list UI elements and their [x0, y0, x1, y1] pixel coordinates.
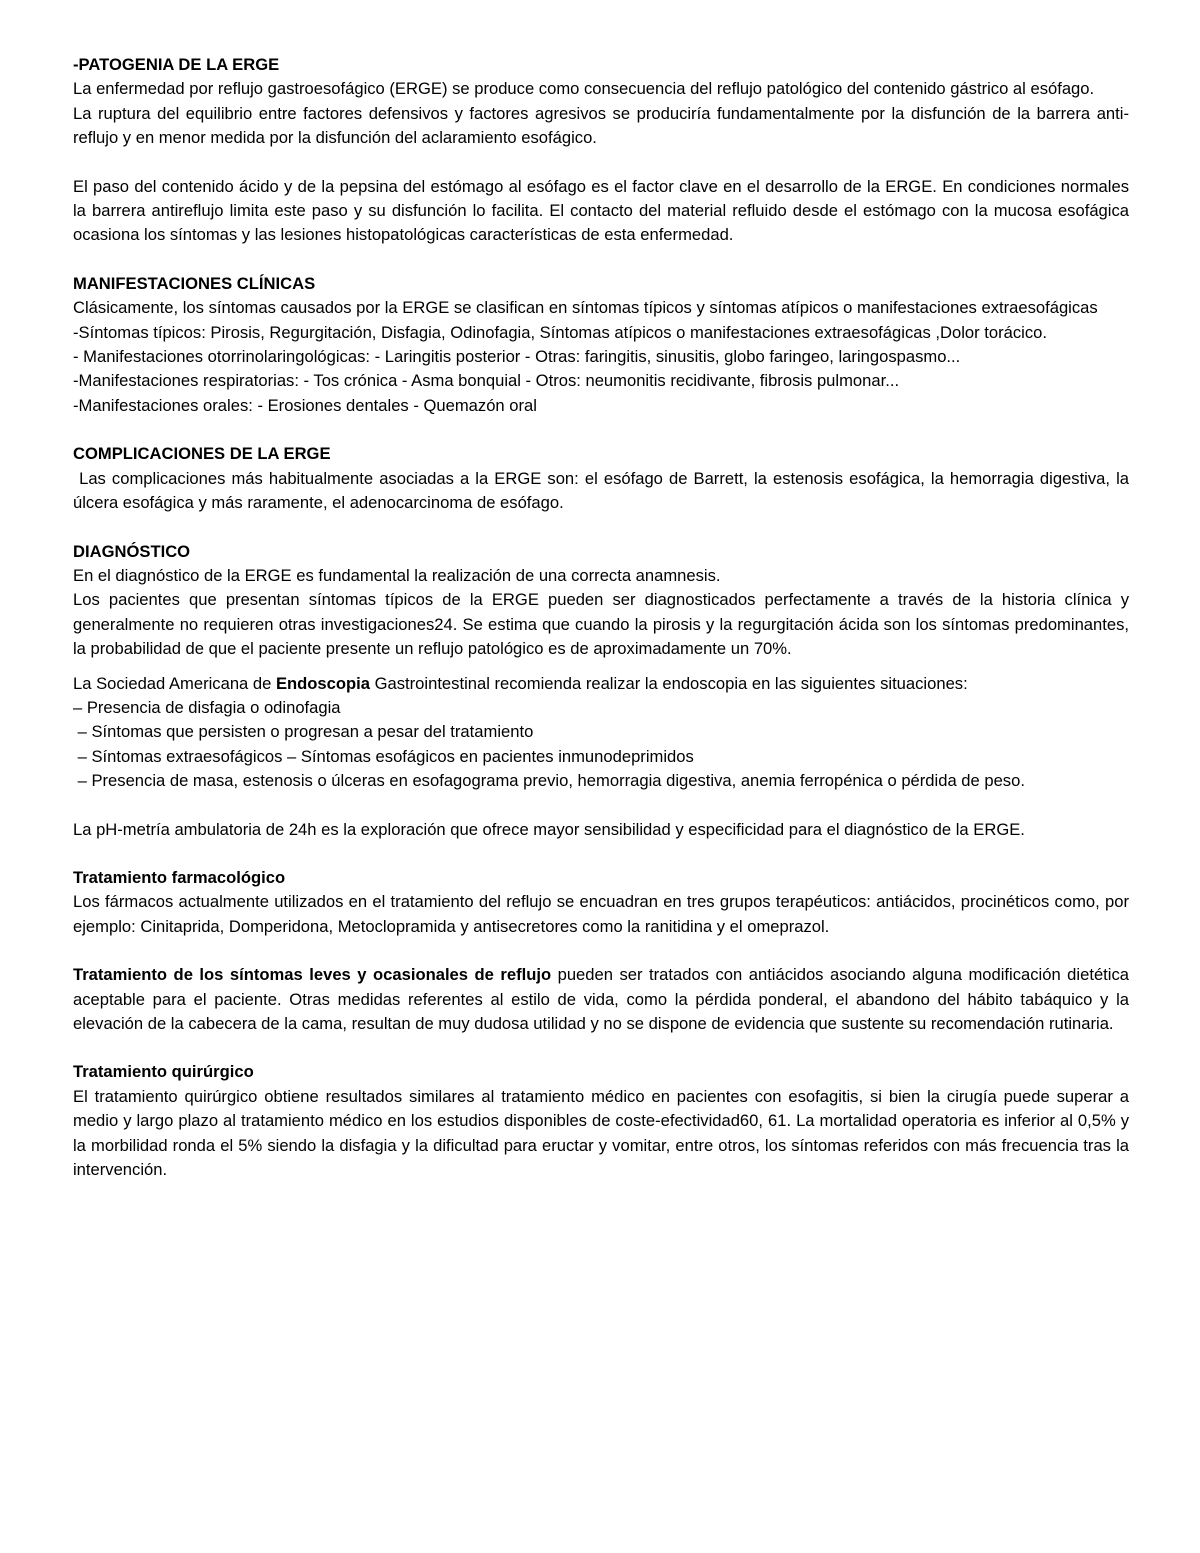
heading-farmacologico: Tratamiento farmacológico [73, 867, 286, 887]
heading-diagnostico: DIAGNÓSTICO [73, 541, 191, 561]
paragraph: Los pacientes que presentan síntomas típicos de la ERGE pueden ser diagnosticados perfectamente a través de la historia clínica y generalmente no requieren otras investigaciones24. Se estima que cuando la pirosis y la regurgitación ácida son los síntomas predominantes, la probabilidad de que el paciente presente un reflujo patológico es de aproximadamente un 70%. [73, 590, 1129, 659]
text-span: La Sociedad Americana de [73, 673, 276, 693]
list-item: – Presencia de masa, estenosis o úlceras en esofagograma previo, hemorragia digestiva, anemia ferropénica o pérdida de peso. [73, 771, 1025, 791]
list-item: -Síntomas típicos: Pirosis, Regurgitación, Disfagia, Odinofagia, Síntomas atípicos o manifestaciones extraesofágicas ,Dolor torácico. [73, 322, 1047, 342]
bold-term-endoscopia: Endoscopia [275, 673, 370, 693]
heading-patogenia: -PATOGENIA DE LA ERGE [73, 55, 280, 74]
list-item: -Manifestaciones orales: - Erosiones dentales - Quemazón oral [73, 395, 537, 415]
heading-manifestaciones: MANIFESTACIONES CLÍNICAS [73, 273, 316, 293]
paragraph: En el diagnóstico de la ERGE es fundamental la realización de una correcta anamnesis. [73, 565, 721, 585]
section-quirurgico [73, 1060, 1129, 1182]
paragraph: La enfermedad por reflujo gastroesofágico (ERGE) se produce como consecuencia del reflujo patológico del contenido gástrico al esófago. [73, 79, 1095, 99]
list-item: -Manifestaciones respiratorias: - Tos crónica - Asma bonquial - Otros: neumonitis recidivante, fibrosis pulmonar... [73, 371, 900, 391]
paragraph: Las complicaciones más habitualmente asociadas a la ERGE son: el esófago de Barrett, la estenosis esofágica, la hemorragia digestiva, la úlcera esofágica y más raramente, el adenocarcinoma de esófago. [73, 468, 1134, 513]
paragraph: El tratamiento quirúrgico obtiene resultados similares al tratamiento médico en pacientes con esofagitis, si bien la cirugía puede superar a medio y largo plazo al tratamiento médico en los estudios disponibles de coste-efectividad60, 61. La mortalidad operatoria es inferior al 0,5% y la morbilidad ronda el 5% siendo la disfagia y la dificultad para eructar y vomitar, entre otros, los síntomas referidos con más frecuencia tras la intervención. [73, 1086, 1129, 1180]
list-item: - Manifestaciones otorrinolaringológicas: - Laringitis posterior - Otras: faringitis, sinusitis, globo faringeo, laringospasmo... [73, 347, 961, 367]
text-span: pueden ser tratados con antiácidos asociando alguna modificación dietética aceptable para el paciente. Otras medidas referentes al estilo de vida, como la pérdida ponderal, el abandono del hábito tabáquico y la elevación de la cabecera de la cama, resultan de muy dudosa utilidad y no se dispone de evidencia que sustente su recomendación rutinaria. [73, 965, 1134, 1033]
list-item: – Presencia de disfagia o odinofagia [73, 697, 341, 717]
paragraph: El paso del contenido ácido y de la pepsina del estómago al esófago es el factor clave en el desarrollo de la ERGE. En condiciones normales la barrera antireflujo limita este paso y su disfunción lo facilita. El contacto del material refluido desde el estómago con la mucosa esofágica ocasiona los síntomas y las lesiones histopatológicas características de esta enfermedad. [73, 176, 1129, 245]
paragraph: Clásicamente, los síntomas causados por la ERGE se clasifican en síntomas típicos y síntomas atípicos o manifestaciones extraesofágicas [73, 298, 1098, 318]
bold-lead: Tratamiento de los síntomas leves y ocasionales de reflujo [73, 965, 552, 985]
list-item: – Síntomas extraesofágicos – Síntomas esofágicos en pacientes inmunodeprimidos [73, 746, 694, 766]
paragraph [73, 672, 1129, 696]
section-diagnostico [73, 540, 1129, 842]
section-complicaciones [73, 442, 1134, 515]
section-patogenia [73, 53, 1129, 248]
heading-quirurgico: Tratamiento quirúrgico [73, 1062, 254, 1082]
section-farmacologico [73, 866, 1129, 939]
heading-complicaciones: COMPLICACIONES DE LA ERGE [73, 444, 331, 464]
section-manifestaciones [73, 272, 1129, 418]
list-item: – Síntomas que persisten o progresan a pesar del tratamiento [73, 722, 534, 742]
paragraph [73, 963, 1134, 1036]
paragraph: La ruptura del equilibrio entre factores defensivos y factores agresivos se produciría fundamentalmente por la disfunción de la barrera anti-reflujo y en menor medida por la disfunción del aclaramiento esofágico. [73, 103, 1129, 148]
section-sintomas-leves [73, 963, 1134, 1036]
text-span: Gastrointestinal recomienda realizar la endoscopia en las siguientes situaciones: [370, 673, 968, 693]
paragraph: Los fármacos actualmente utilizados en el tratamiento del reflujo se encuadran en tres grupos terapéuticos: antiácidos, procinéticos como, por ejemplo: Cinitaprida, Domperidona, Metoclopramida y antisecretores como la ranitidina y el omeprazol. [73, 892, 1129, 936]
paragraph: La pH-metría ambulatoria de 24h es la exploración que ofrece mayor sensibilidad y especificidad para el diagnóstico de la ERGE. [73, 819, 1025, 839]
